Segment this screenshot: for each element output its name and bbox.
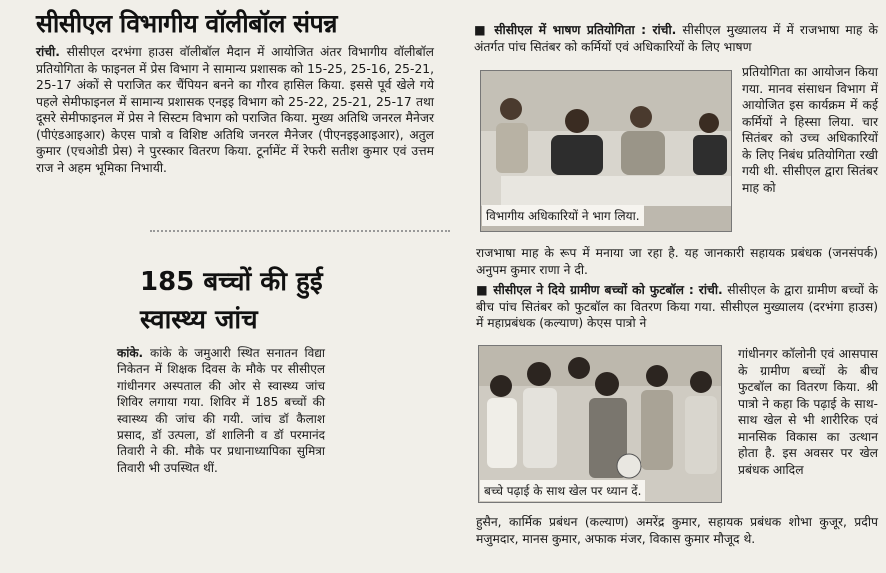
speech-lead: ■ सीसीएल में भाषण प्रतियोगिता : रांची. (474, 23, 677, 37)
dotted-divider (150, 230, 450, 234)
health-headline-line2: स्वास्थ्य जांच (140, 305, 258, 335)
speech-tail: राजभाषा माह के रूप में मनाया जा रहा है. यह जानकारी सहायक प्रबंधक (जनसंपर्क) अनुपम कुमार राणा ने दी. (476, 246, 878, 277)
volleyball-text: सीसीएल दरभंगा हाउस वॉलीबॉल मैदान में आयोजित अंतर विभागीय वॉलीबॉल प्रतियोगिता के फाइनल में प्रेस विभाग ने सामान्य प्रशासक को 15-25, 25-16, 25-21, 25-17 अंकों से पराजित कर चैंपियन बनने का गौरव हासिल किया. इससे पूर्व खेले गये पहले सेमीफाइनल में सामान्य प्रशासक एनइइ विभाग को 25-22, 25-21, 25-17 तथा दूसरे सेमीफाइनल में प्रेस ने सिस्टम विभाग को पराजित किया. मुख्य अतिथि जनरल मैनेजर (पीएंडआइआर) केएस पात्रो व विशिष्ट अतिथि जनरल मैनेजर (पीएनइइआइआर), अतुल कुमार (एचओडी प्रेस) ने पुरस्कार वितरण किया. टूर्नामेंट में रेफरी सतीश कुमार एवं उत्तम राज ने अहम भूमिका निभायी. (36, 45, 434, 175)
football-tail: हुसैन, कार्मिक प्रबंधन (कल्याण) अमरेंद्र कुमार, सहायक प्रबंधक शोभा कुजूर, प्रदीप मजुमदार, मानस कुमार, अफाक मंजर, विकास कुमार मौजूद थे. (476, 515, 878, 546)
health-lead: कांके. (117, 346, 144, 360)
health-headline-line1: 185 बच्चों की हुई (140, 267, 323, 297)
speech-side: प्रतियोगिता का आयोजन किया गया. मानव संसाधन विभाग में आयोजित इस कार्यक्रम में कई कर्मियों ने हिस्सा लिया. चार सितंबर को उच्च अधिकारियों के लिए निबंध प्रतियोगिता रखी गयी थी. सीसीएल द्वारा सितंबर माह को (742, 65, 878, 195)
football-side: गांधीनगर कॉलोनी एवं आसपास के ग्रामीण बच्चों के बीच फुटबॉल का वितरण किया. श्री पात्रो ने कहा कि पढ़ाई के साथ-साथ खेल से भी शारीरिक एवं मानसिक विकास का उत्थान होता है. इस अवसर पर खेल प्रबंधक आदिल (738, 347, 878, 477)
speech-intro-text: सीसीएल मुख्यालय में में राजभाषा माह के अंतर्गत पांच सितंबर को कर्मियों एवं अधिकारियों के लिए भाषण (474, 23, 878, 54)
volleyball-lead: रांची. (36, 45, 60, 59)
speech-photo-caption: विभागीय अधिकारियों ने भाग लिया. (482, 205, 644, 226)
health-body (117, 345, 325, 476)
football-lead: ■ सीसीएल ने दिये ग्रामीण बच्चों को फुटबॉल : रांची. (476, 283, 723, 297)
volleyball-body (36, 44, 434, 176)
football-intro-text: सीसीएल के द्वारा ग्रामीण बच्चों के बीच पांच सितंबर को फुटबॉल का वितरण किया गया. सीसीएल मुख्यालय (दरभंगा हाउस) में महाप्रबंधक (कल्याण) केएस पात्रो ने (476, 283, 878, 330)
volleyball-headline: सीसीएल विभागीय वॉलीबॉल संपन्न (36, 9, 337, 38)
speech-intro (474, 22, 878, 55)
health-text: कांके के जमुआरी स्थित सनातन विद्या निकेतन में शिक्षक दिवस के मौके पर सीसीएल गांधीनगर अस्पताल की ओर से स्वास्थ्य जांच शिविर लगाया गया. शिविर में 185 बच्चों की स्वास्थ्य की जांच की गयी. जांच डॉ कैलाश प्रसाद, डॉ उत्पला, डॉ शालिनी व डॉ परमानंद तिवारी ने की. मौके पर प्रधानाध्यापिका सुमित्रा तिवारी भी उपस्थित थीं. (117, 346, 325, 475)
football-photo-caption: बच्चे पढ़ाई के साथ खेल पर ध्यान दें. (480, 480, 645, 501)
football-intro (476, 282, 878, 332)
children-football-image (479, 346, 721, 502)
